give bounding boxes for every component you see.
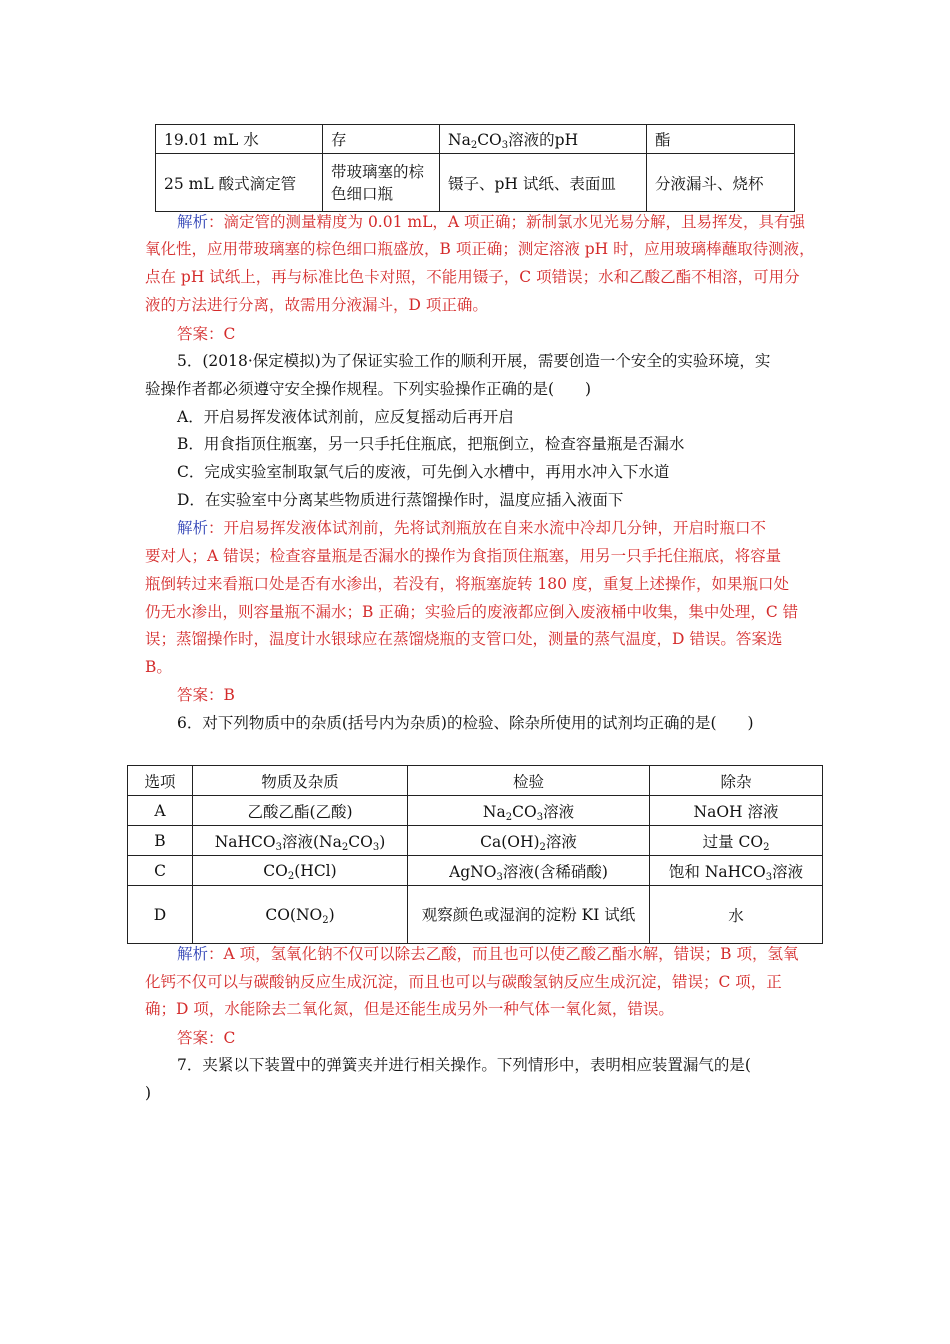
answer-line: 答案：C xyxy=(177,325,236,343)
question-stem: 7．夹紧以下装置中的弹簧夹并进行相关操作。下列情形中，表明相应装置漏气的是( xyxy=(177,1056,751,1074)
question-stem: 5．(2018·保定模拟)为了保证实验工作的顺利开展，需要创造一个安全的实验环境，实 xyxy=(177,352,771,370)
answer-line: 答案：B xyxy=(177,686,235,704)
table-cell: $CO(NO_2)$ xyxy=(193,886,408,944)
table-cell: $Ca(OH)_2$溶液 xyxy=(408,826,650,856)
table-cell: $CO_2(HCl)$ xyxy=(193,856,408,886)
analysis-line: 解析：滴定管的测量精度为 0.01 mL，A 项正确；新制氯水见光易分解，且易挥发，具有强 xyxy=(177,213,805,231)
table-cell: 19.01 mL 水 xyxy=(156,125,323,154)
option-b: B．用食指顶住瓶塞，另一只手托住瓶底，把瓶倒立，检查容量瓶是否漏水 xyxy=(177,435,685,453)
table-cell: 镊子、pH 试纸、表面皿 xyxy=(440,154,647,212)
option-c: C．完成实验室制取氯气后的废液，可先倒入水槽中，再用水冲入下水道 xyxy=(177,463,670,481)
table-cell: 酯 xyxy=(647,125,795,154)
table-cell: 分液漏斗、烧杯 xyxy=(647,154,795,212)
table-cell: $Na_2CO_3$溶液的pH xyxy=(440,125,647,154)
table-header: 物质及杂质 xyxy=(193,766,408,796)
table-cell: 水 xyxy=(650,886,823,944)
table-header: 除杂 xyxy=(650,766,823,796)
table-row xyxy=(128,856,823,886)
table-cell: 观察颜色或湿润的淀粉 KI 试纸 xyxy=(408,886,650,944)
question-stem: 验操作者都必须遵守安全操作规程。下列实验操作正确的是( ) xyxy=(145,380,592,398)
analysis-line: 解析：开启易挥发液体试剂前，先将试剂瓶放在自来水流中冷却几分钟，开启时瓶口不 xyxy=(177,519,767,537)
table-cell: 过量 $CO_2$ xyxy=(650,826,823,856)
analysis-label: 解析 xyxy=(177,213,209,231)
analysis-line: 瓶倒转过来看瓶口处是否有水渗出，若没有，将瓶塞旋转 180 度，重复上述操作，如果瓶口处 xyxy=(145,575,789,593)
table-cell: $Na_2CO_3$溶液 xyxy=(408,796,650,826)
analysis-label: 解析 xyxy=(177,519,209,537)
table-cell: NaOH 溶液 xyxy=(650,796,823,826)
option-d: D．在实验室中分离某些物质进行蒸馏操作时，温度应插入液面下 xyxy=(177,491,624,509)
table-cell: A xyxy=(128,796,193,826)
table-row xyxy=(128,886,823,944)
apparatus-table xyxy=(155,124,795,212)
analysis-line: 解析：A 项，氢氧化钠不仅可以除去乙酸，而且也可以使乙酸乙酯水解，错误；B 项，氢氧 xyxy=(177,945,799,963)
table-row xyxy=(128,796,823,826)
question-stem: 6．对下列物质中的杂质(括号内为杂质)的检验、除杂所使用的试剂均正确的是( ) xyxy=(177,714,754,732)
analysis-line: 误；蒸馏操作时，温度计水银球应在蒸馏烧瓶的支管口处，测量的蒸气温度，D 错误。答案选 xyxy=(145,630,783,648)
question-stem: ) xyxy=(145,1084,152,1102)
reagent-table xyxy=(127,765,823,944)
table-row xyxy=(128,826,823,856)
analysis-line: 仍无水渗出，则容量瓶不漏水；B 正确；实验后的废液都应倒入废液桶中收集，集中处理，C 错 xyxy=(145,603,799,621)
table-cell: 饱和 NaHCO$_3$溶液 xyxy=(650,856,823,886)
table-cell: B xyxy=(128,826,193,856)
analysis-line: 氧化性，应用带玻璃塞的棕色细口瓶盛放，B 项正确；测定溶液 pH 时，应用玻璃棒蘸取待测液， xyxy=(145,240,815,258)
table-cell: NaHCO$_3$溶液$(Na_2CO_3)$ xyxy=(193,826,408,856)
table-cell: 25 mL 酸式滴定管 xyxy=(156,154,323,212)
analysis-line: 化钙不仅可以与碳酸钠反应生成沉淀，而且也可以与碳酸氢钠反应生成沉淀，错误；C 项，正 xyxy=(145,973,782,991)
option-a: A．开启易挥发液体试剂前，应反复摇动后再开启 xyxy=(177,408,514,426)
analysis-line: 确；D 项，水能除去二氧化氮，但是还能生成另外一种气体一氧化氮，错误。 xyxy=(145,1000,674,1018)
table-cell: 乙酸乙酯(乙酸) xyxy=(193,796,408,826)
answer-line: 答案：C xyxy=(177,1029,236,1047)
table-header: 选项 xyxy=(128,766,193,796)
analysis-line: 点在 pH 试纸上，再与标准比色卡对照，不能用镊子，C 项错误；水和乙酸乙酯不相溶，可用分 xyxy=(145,268,800,286)
table-cell: AgNO$_3$溶液(含稀硝酸) xyxy=(408,856,650,886)
analysis-line: B。 xyxy=(145,658,172,676)
table-cell: D xyxy=(128,886,193,944)
table-cell: 存 xyxy=(323,125,440,154)
table-cell: 带玻璃塞的棕色细口瓶 xyxy=(323,154,440,212)
analysis-line: 要对人；A 错误；检查容量瓶是否漏水的操作为食指顶住瓶塞，用另一只手托住瓶底，将容量 xyxy=(145,547,782,565)
table-header: 检验 xyxy=(408,766,650,796)
analysis-line: 液的方法进行分离，故需用分液漏斗，D 项正确。 xyxy=(145,296,488,314)
table-cell: C xyxy=(128,856,193,886)
analysis-label: 解析 xyxy=(177,945,209,963)
